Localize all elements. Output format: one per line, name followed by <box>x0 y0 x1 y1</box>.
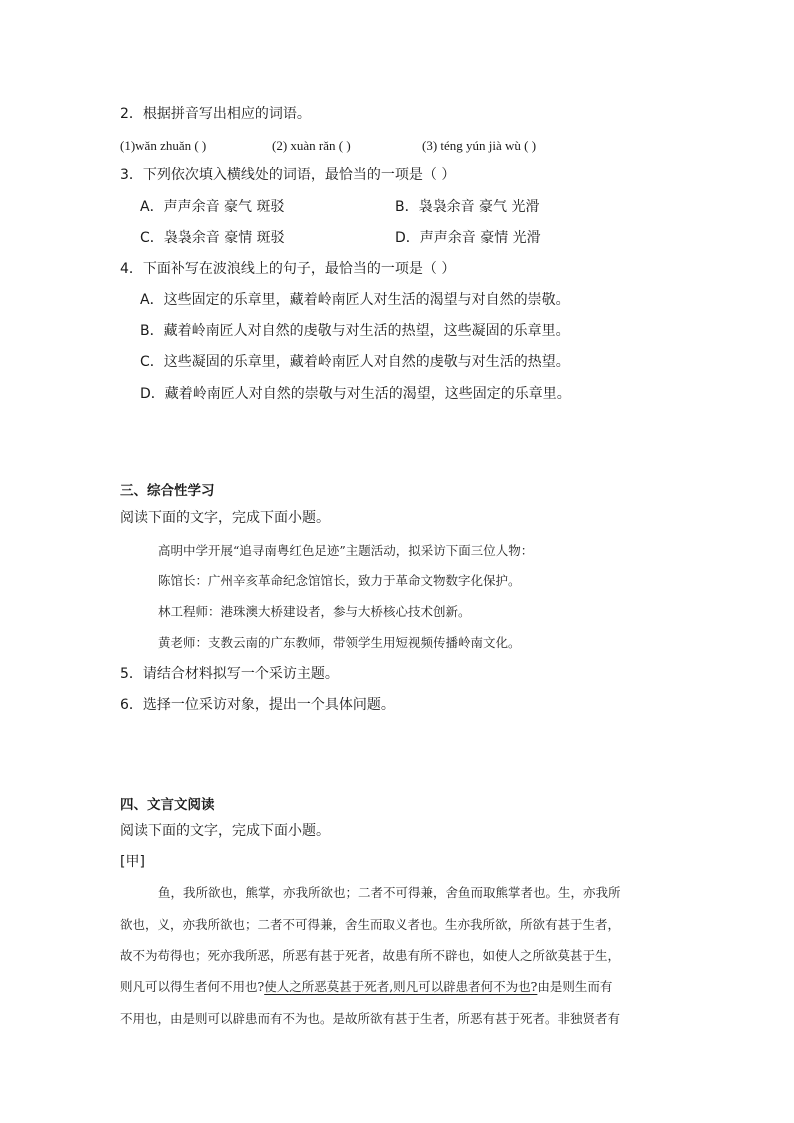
material-line-4: 黄老师：支教云南的广东教师，带领学生用短视频传播岭南文化。 <box>158 635 521 650</box>
passage-line-4 <box>120 978 612 996</box>
q3-option-b: B．袅袅余音 豪气 光滑 <box>395 199 540 215</box>
q6-stem: 6．选择一位采访对象，提出一个具体问题。 <box>120 697 395 713</box>
q4-stem: 4．下面补写在波浪线上的句子，最恰当的一项是（ ） <box>120 261 456 277</box>
passage-line-1: 鱼，我所欲也，熊掌，亦我所欲也；二者不可得兼，舍鱼而取熊掌者也。生，亦我所 <box>158 885 621 900</box>
q3-stem: 3．下列依次填入横线处的词语，最恰当的一项是（ ） <box>120 167 456 183</box>
q2-stem: 2．根据拼音写出相应的词语。 <box>120 106 311 122</box>
passage-line-4-before: 则凡可以得生者何不用也? <box>120 979 265 994</box>
q5-stem: 5．请结合材料拟写一个采访主题。 <box>120 666 339 682</box>
q3-option-d: D．声声余音 豪情 光滑 <box>395 230 541 246</box>
section4-intro: 阅读下面的文字，完成下面小题。 <box>120 823 330 839</box>
q3-option-c: C．袅袅余音 豪情 斑驳 <box>140 230 285 246</box>
passage-line-4-after: 由是则生而有 <box>537 979 613 994</box>
material-line-1: 高明中学开展“追寻南粤红色足迹”主题活动，拟采访下面三位人物： <box>158 543 534 558</box>
q2-item-2: (2) xuàn rǎn ( ) <box>272 138 351 153</box>
passage-line-3: 故不为苟得也；死亦我所恶，所恶有甚于死者，故患有所不辟也，如使人之所欲莫甚于生， <box>120 948 621 963</box>
passage-underlined-sentence: 使人之所恶莫甚于死者,则凡可以辟患者何不为也? <box>264 979 538 994</box>
material-line-3: 林工程师：港珠澳大桥建设者，参与大桥核心技术创新。 <box>158 604 471 619</box>
q4-option-c: C．这些凝固的乐章里，藏着岭南匠人对自然的虔敬与对生活的热望。 <box>140 354 570 370</box>
passage-line-2: 欲也，义，亦我所欲也；二者不可得兼，舍生而取义者也。生亦我所欲，所欲有甚于生者， <box>120 917 621 932</box>
q2-item-3: (3) téng yún jià wù ( ) <box>422 138 537 153</box>
section3-intro: 阅读下面的文字，完成下面小题。 <box>120 510 330 526</box>
q2-item-1: (1)wǎn zhuǎn ( ) <box>120 138 207 153</box>
q4-option-a: A．这些固定的乐章里，藏着岭南匠人对生活的渴望与对自然的崇敬。 <box>140 292 570 308</box>
material-line-2: 陈馆长：广州辛亥革命纪念馆馆长，致力于革命文物数字化保护。 <box>158 573 521 588</box>
section3-heading: 三、综合性学习 <box>120 483 215 499</box>
passage-label: [甲] <box>120 854 145 870</box>
q4-option-b: B．藏着岭南匠人对自然的虔敬与对生活的热望，这些凝固的乐章里。 <box>140 323 570 339</box>
section4-heading: 四、文言文阅读 <box>120 797 215 813</box>
q4-option-d: D．藏着岭南匠人对自然的崇敬与对生活的渴望，这些固定的乐章里。 <box>140 386 571 402</box>
passage-line-5: 不用也，由是则可以辟患而有不为也。是故所欲有甚于生者，所恶有甚于死者。非独贤者有 <box>120 1011 621 1026</box>
q3-option-a: A．声声余音 豪气 斑驳 <box>140 199 285 215</box>
